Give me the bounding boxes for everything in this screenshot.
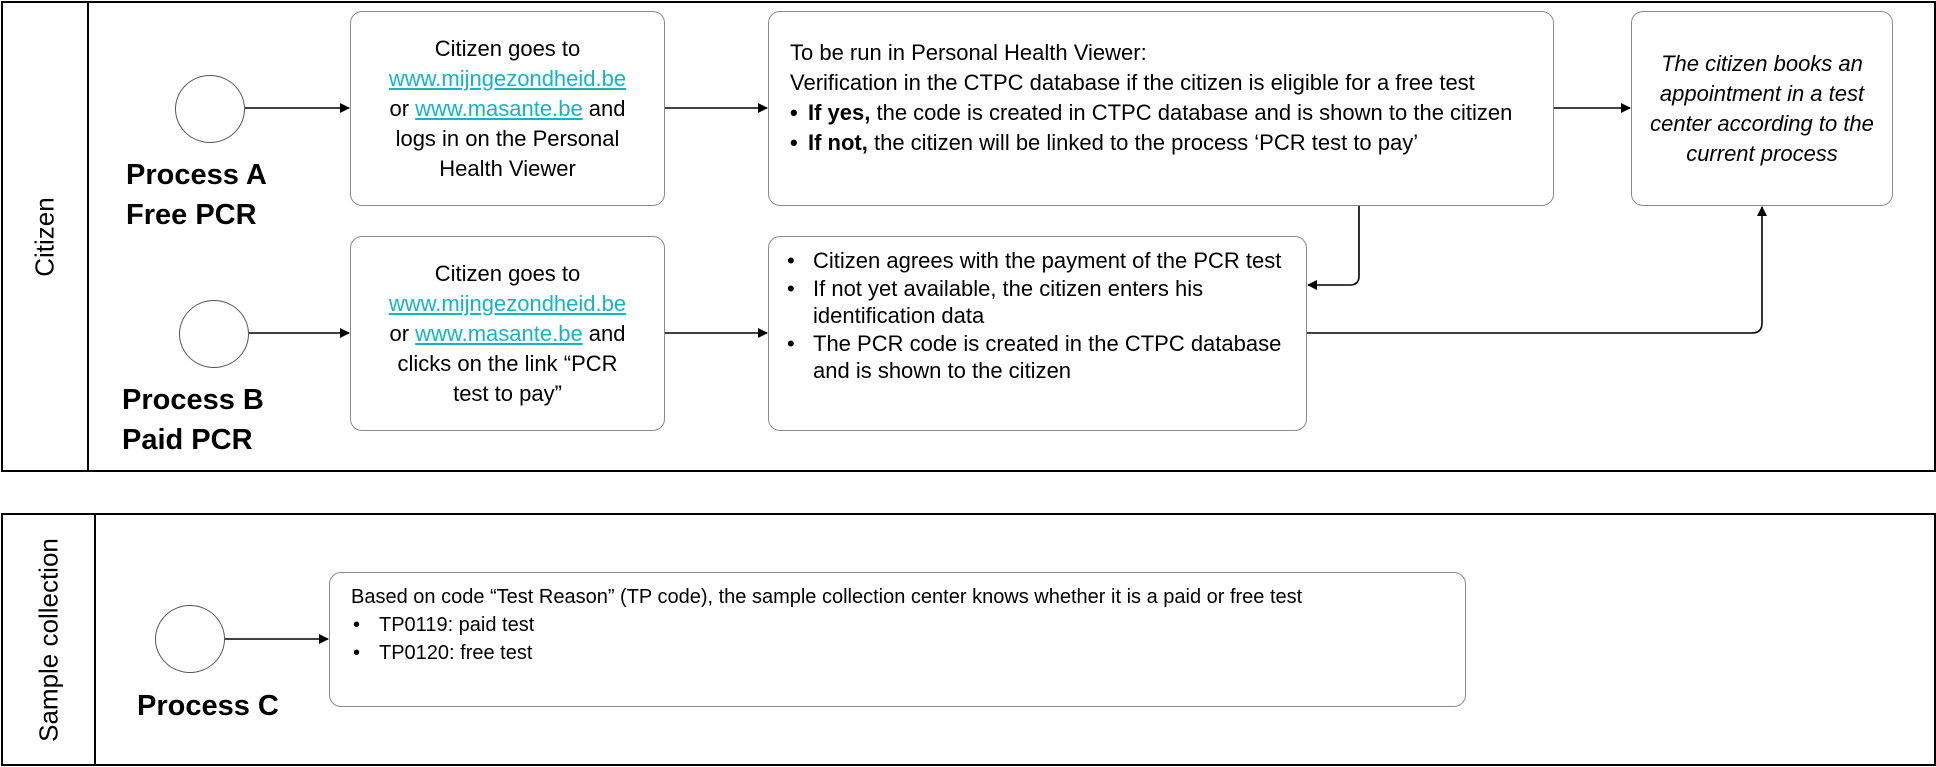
- box-b-login-rest: clicks on the link “PCR test to pay”: [397, 350, 618, 406]
- tp-code-paid: • TP0119: paid test: [351, 611, 1445, 639]
- link-mijngezondheid-a[interactable]: www.mijngezondheid.be: [388, 65, 627, 91]
- process-b-title: Process B: [122, 384, 264, 416]
- payment-bullet-2: • If not yet available, the citizen enters his identification data: [785, 275, 1290, 330]
- box-a-login-or: or: [389, 95, 416, 121]
- if-not-bold: If not,: [808, 130, 868, 155]
- if-yes-bold: If yes,: [808, 100, 871, 125]
- process-a-subtitle: Free PCR: [126, 199, 257, 231]
- link-masante-b[interactable]: www.masante.be: [415, 320, 583, 346]
- box-a-verification-line2: Verification in the CTPC database if the citizen is eligible for a free test: [790, 70, 1475, 95]
- box-a-login-and: and: [582, 95, 626, 121]
- arrow-verification-to-payment: [1308, 206, 1359, 285]
- process-a-title: Process A: [126, 159, 267, 191]
- arrow-payment-to-booking: [1307, 207, 1762, 333]
- link-mijngezondheid-b[interactable]: www.mijngezondheid.be: [388, 290, 627, 316]
- if-not-text: the citizen will be linked to the process ‘PCR test to pay’: [867, 130, 1419, 155]
- process-b-subtitle: Paid PCR: [122, 424, 253, 456]
- box-book-appointment-text: The citizen books an appointment in a test center according to the current process: [1650, 50, 1874, 166]
- box-c-test-reason-line1: Based on code “Test Reason” (TP code), the sample collection center knows whether it is a paid or free test: [351, 586, 1303, 608]
- box-b-login-or: or: [389, 320, 416, 346]
- box-b-login-and: and: [582, 320, 626, 346]
- process-c-title: Process C: [137, 690, 279, 722]
- box-a-login-line1: Citizen goes to: [434, 35, 581, 61]
- if-yes-text: the code is created in CTPC database and is shown to the citizen: [870, 100, 1513, 125]
- box-a-login-rest: logs in on the Personal Health Viewer: [395, 125, 620, 181]
- payment-bullet-3: • The PCR code is created in the CTPC database and is shown to the citizen: [785, 330, 1290, 385]
- box-b-login-line1: Citizen goes to: [434, 260, 581, 286]
- box-a-verification-line1: To be run in Personal Health Viewer:: [790, 40, 1147, 65]
- link-masante-a[interactable]: www.masante.be: [415, 95, 583, 121]
- lane-sample-title: Sample collection: [33, 537, 63, 742]
- payment-bullet-1: • Citizen agrees with the payment of the PCR test: [785, 247, 1290, 275]
- lane-citizen-title: Citizen: [29, 196, 60, 277]
- tp-code-free: • TP0120: free test: [351, 639, 1445, 667]
